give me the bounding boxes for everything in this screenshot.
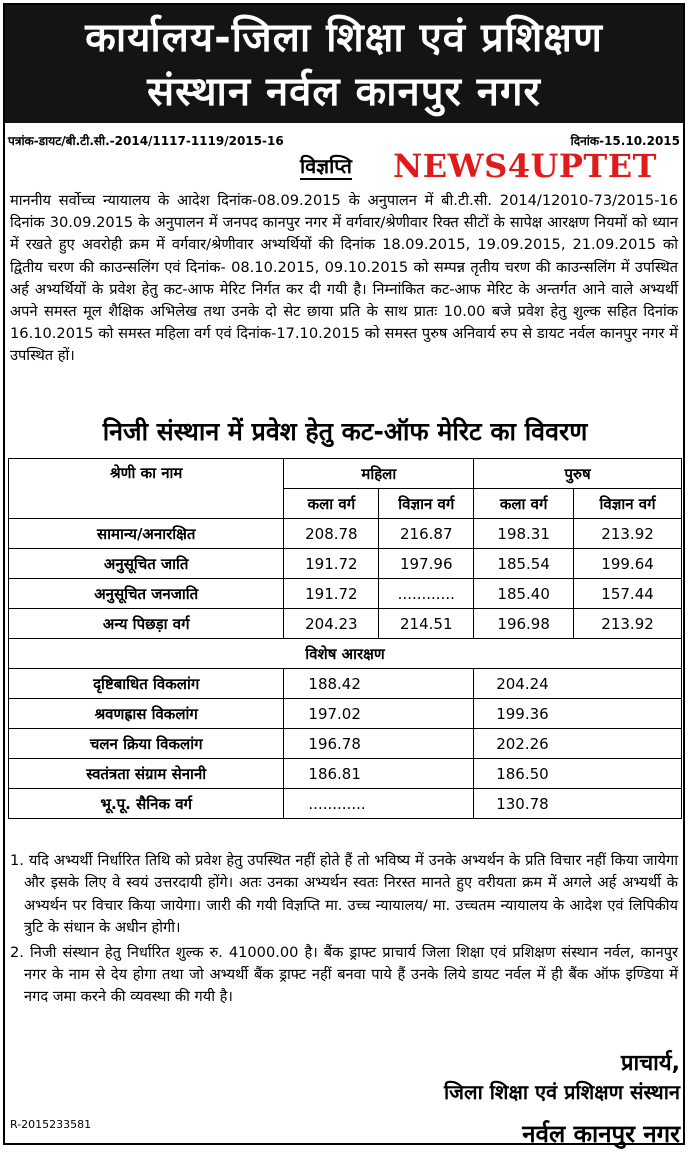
table-heading: निजी संस्थान में प्रवेश हेतु कट-ऑफ मेरिट का विवरण <box>102 417 588 446</box>
notes-section <box>10 850 678 1011</box>
table-row <box>9 519 682 549</box>
banner-line-2: संस्थान नर्वल कानपुर नगर <box>147 69 541 115</box>
row-category: सामान्य/अनारक्षित <box>9 519 284 549</box>
cell-female-arts: 191.72 <box>284 579 379 609</box>
special-reservation-title: विशेष आरक्षण <box>9 639 682 669</box>
signature-designation: प्राचार्य, <box>620 1051 680 1076</box>
row-category: अनुसूचित जनजाति <box>9 579 284 609</box>
special-title-row <box>9 639 682 669</box>
header-banner <box>5 5 683 123</box>
note-item: 1. यदि अभ्यर्थी निर्धारित तिथि को प्रवेश हेतु उपस्थित नहीं होते हैं तो भविष्य में उनके अभ्यर्थन के प्रति विचार नहीं किया जायेगा और इसके लिए वे स्वयं उत्तरदायी होंगे। अतः उनका अभ्यर्थन स्वतः निरस्त मानते हुए वरीयता क्रम में अगले अर्ह अभ्यर्थी के अभ्यर्थन पर विचार किया जायेगा। जारी की गयी विज्ञप्ति मा. उच्च न्यायालय/ मा. उच्चतम न्यायालय के आदेश एवं लिपिकीय त्रुटि के संधान के अधीन होगी। <box>10 852 678 937</box>
cell-male: 204.24 <box>474 669 682 699</box>
table-row <box>9 789 682 819</box>
cell-female: ............ <box>284 789 474 819</box>
signature-institution: जिला शिक्षा एवं प्रशिक्षण संस्थान <box>443 1080 680 1104</box>
row-category: भू.पू. सैनिक वर्ग <box>9 789 284 819</box>
subheader-female-arts: कला वर्ग <box>284 489 379 519</box>
cutoff-table <box>8 458 682 819</box>
table-row <box>9 699 682 729</box>
table-row <box>9 669 682 699</box>
row-category: दृष्टिबाधित विकलांग <box>9 669 284 699</box>
cell-male-arts: 185.40 <box>474 579 574 609</box>
table-header-row <box>9 459 682 489</box>
table-row <box>9 609 682 639</box>
cell-male: 186.50 <box>474 759 682 789</box>
reference-date: दिनांक-15.10.2015 <box>570 134 680 148</box>
cell-male: 130.78 <box>474 789 682 819</box>
cell-male-arts: 196.98 <box>474 609 574 639</box>
row-category: स्वतंत्रता संग्राम सेनानी <box>9 759 284 789</box>
signature-location: नर्वल कानपुर नगर <box>522 1120 680 1148</box>
table-row <box>9 579 682 609</box>
table-row <box>9 759 682 789</box>
signature-block <box>444 1050 680 1154</box>
note-item: 2. निजी संस्थान हेतु निर्धारित शुल्क रु. 41000.00 है। बैंक ड्राफ्ट प्राचार्य जिला शिक्षा एवं प्रशिक्षण संस्थान नर्वल, कानपुर नगर के नाम से देय होगा तथा जो अभ्यर्थी बैंक ड्राफ्ट नहीं बनवा पाये हैं उनके लिये डायट नर्वल में ही बैंक ऑफ इण्डिया में नगद जमा करने की व्यवस्था की गयी है। <box>10 943 678 1006</box>
header-female: महिला <box>284 459 474 489</box>
cell-male-arts: 185.54 <box>474 549 574 579</box>
table-row <box>9 549 682 579</box>
cell-male-arts: 198.31 <box>474 519 574 549</box>
cell-male-science: 157.44 <box>574 579 682 609</box>
cell-female: 197.02 <box>284 699 474 729</box>
row-category: अन्य पिछड़ा वर्ग <box>9 609 284 639</box>
cell-female-science: 197.96 <box>379 549 474 579</box>
header-male: पुरुष <box>474 459 682 489</box>
cell-male-science: 213.92 <box>574 609 682 639</box>
cell-female-arts: 208.78 <box>284 519 379 549</box>
cell-male: 202.26 <box>474 729 682 759</box>
row-category: श्रवणह्रास विकलांग <box>9 699 284 729</box>
table-row <box>9 729 682 759</box>
cell-male: 199.36 <box>474 699 682 729</box>
row-category: चलन क्रिया विकलांग <box>9 729 284 759</box>
cell-female: 188.42 <box>284 669 474 699</box>
subheader-female-science: विज्ञान वर्ग <box>379 489 474 519</box>
subheader-male-arts: कला वर्ग <box>474 489 574 519</box>
cell-female-arts: 204.23 <box>284 609 379 639</box>
cell-male-science: 199.64 <box>574 549 682 579</box>
cell-female-science: 214.51 <box>379 609 474 639</box>
notice-title: विज्ञप्ति <box>300 154 352 178</box>
notice-paragraph: माननीय सर्वोच्च न्यायालय के आदेश दिनांक-08.09.2015 के अनुपालन में बी.टी.सी. 2014/12010-73/2015-16 दिनांक 30.09.2015 के अनुपालन में जनपद कानपुर नगर में वर्गवार/श्रेणीवार रिक्त सीटों के सापेक्ष आरक्षण नियमों को ध्यान में रखते हुए अवरोही क्रम में वर्गवार/श्रेणीवार अभ्यर्थियों की दिनांक 18.09.2015, 19.09.2015, 21.09.2015 को द्वितीय चरण की काउन्सलिंग एवं दिनांक- 08.10.2015, 09.10.2015 को सम्पन्न तृतीय चरण की काउन्सलिंग में उपस्थित अर्ह अभ्यर्थियों के प्रवेश हेतु कट-आफ मेरिट निर्गत कर दी गयी है। निम्नांकित कट-आफ मेरिट के अन्तर्गत आने वाले अभ्यर्थी अपने समस्त मूल शैक्षिक अभिलेख तथा उनके दो सेट छाया प्रति के साथ प्रातः 10.00 बजे प्रवेश हेतु शुल्क सहित दिनांक 16.10.2015 को समस्त महिला वर्ग एवं दिनांक-17.10.2015 को समस्त पुरुष अनिवार्य रुप से डायट नर्वल कानपुर नगर में उपस्थित हों। <box>10 192 678 365</box>
cell-male-science: 213.92 <box>574 519 682 549</box>
header-category: श्रेणी का नाम <box>9 459 284 519</box>
watermark-text: NEWS4UPTET <box>393 147 657 185</box>
reference-number: पत्रांक-डायट/बी.टी.सी.-2014/1117-1119/2015-16 <box>8 134 284 148</box>
row-category: अनुसूचित जाति <box>9 549 284 579</box>
release-code: R-2015233581 <box>10 1118 92 1131</box>
subheader-male-science: विज्ञान वर्ग <box>574 489 682 519</box>
cell-female-science: ............ <box>379 579 474 609</box>
banner-line-1: कार्यालय-जिला शिक्षा एवं प्रशिक्षण <box>85 15 603 61</box>
cell-female: 196.78 <box>284 729 474 759</box>
cell-female-science: 216.87 <box>379 519 474 549</box>
cell-female: 186.81 <box>284 759 474 789</box>
cell-female-arts: 191.72 <box>284 549 379 579</box>
